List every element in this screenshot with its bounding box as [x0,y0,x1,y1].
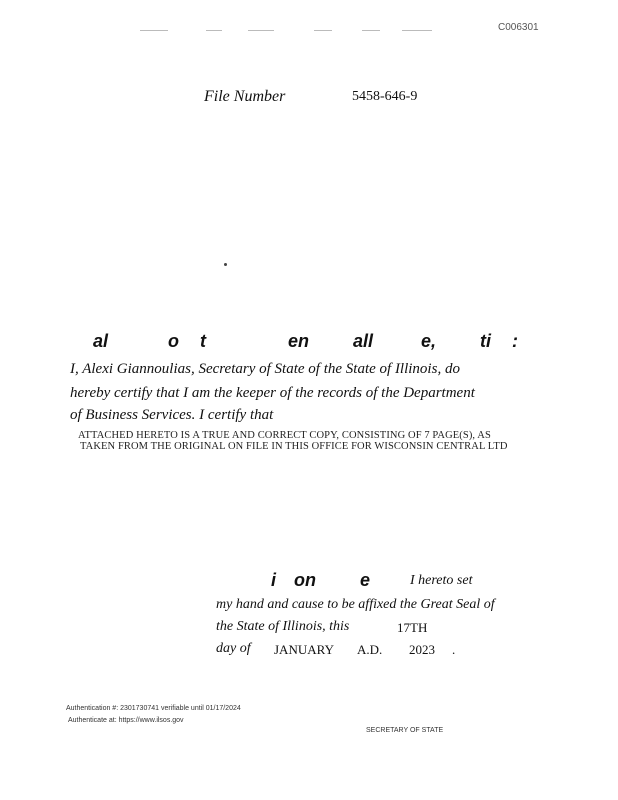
signature-month: JANUARY [274,642,334,657]
signature-year: 2023 [409,642,435,657]
authentication-url: Authenticate at: https://www.ilsos.gov [68,717,184,724]
certification-caps-line-1: ATTACHED HERETO IS A TRUE AND CORRECT COPY, CONSISTING OF 7 PAGE(S), AS [78,430,491,441]
header-scan-marks [140,30,440,36]
heading-fragment: : [512,331,518,351]
signature-line-4-prefix: day of [216,641,251,656]
signature-hereto: I hereto set [410,573,473,588]
secretary-of-state-label: SECRETARY OF STATE [366,727,444,734]
authentication-number: Authentication #: 2301730741 verifiable until 01/17/2024 [66,705,241,712]
heading-fragment: t [200,331,206,351]
scan-speck [224,263,227,266]
witness-fragment: i [271,570,277,590]
certification-caps-line-2: TAKEN FROM THE ORIGINAL ON FILE IN THIS OFFICE FOR WISCONSIN CENTRAL LTD [80,441,508,452]
signature-day: 17TH [397,620,428,635]
heading-fragment: en [288,331,310,351]
heading-fragment: all [353,331,374,351]
witness-fragment: e [360,570,371,590]
certification-line-2: hereby certify that I am the keeper of the records of the Department [70,385,475,401]
witness-fragment: on [294,570,316,590]
certification-line-1: I, Alexi Giannoulias, Secretary of State of the State of Illinois, do [70,361,460,377]
signature-period: . [452,642,456,657]
heading-fragment: o [168,331,179,351]
signature-line-3-prefix: the State of Illinois, this [216,619,350,634]
signature-line-2: my hand and cause to be affixed the Great Seal of [216,597,495,612]
heading-fragment: e, [421,331,437,351]
heading-fragment: al [93,331,109,351]
heading-fragment: ti [480,331,491,351]
signature-ad: A.D. [357,642,383,657]
file-number-label: File Number [204,88,286,105]
document-id: C006301 [498,22,539,33]
certification-line-3: of Business Services. I certify that [70,407,274,423]
file-number-value: 5458-646-9 [352,89,418,104]
